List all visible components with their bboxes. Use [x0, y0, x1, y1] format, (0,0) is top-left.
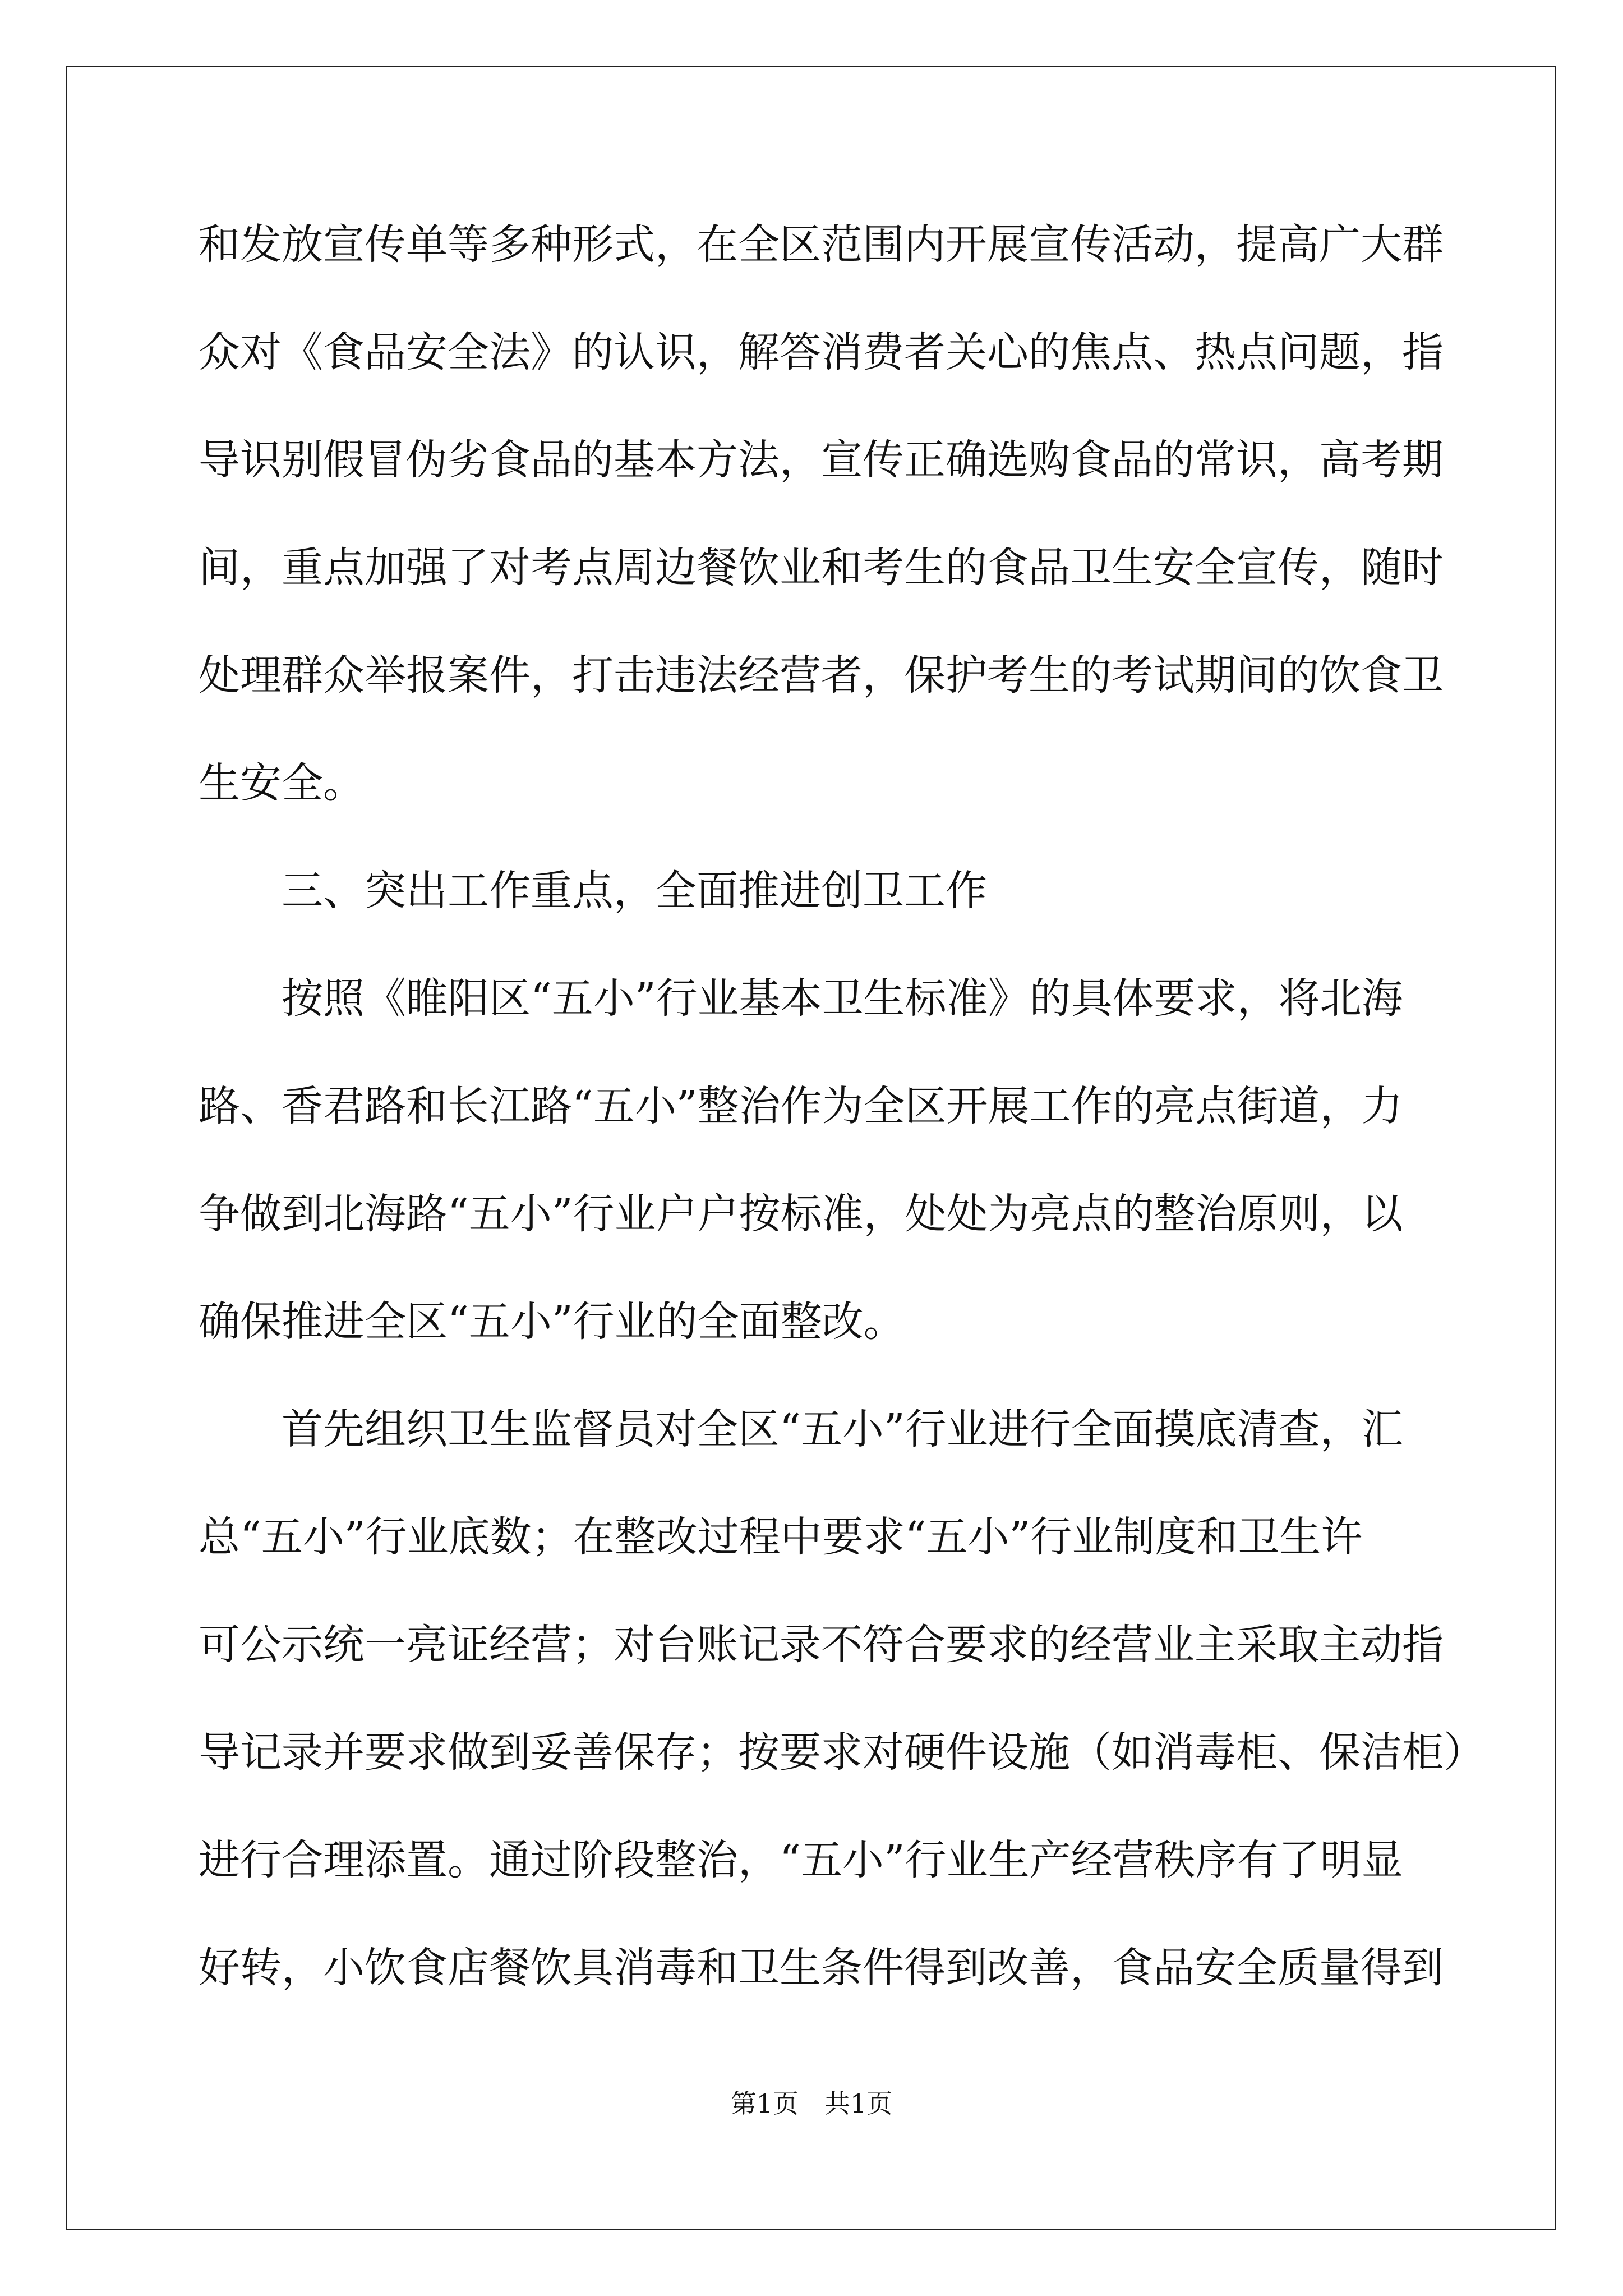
text-line: 生安全。: [199, 759, 365, 807]
text-line: 路、香君路和长江路“五小”整治作为全区开展工作的亮点街道，力: [199, 1082, 1403, 1130]
text-line: 好转，小饮食店餐饮具消毒和卫生条件得到改善，食品安全质量得到: [199, 1944, 1444, 1992]
text-line: 和发放宣传单等多种形式，在全区范围内开展宣传活动，提高广大群: [199, 220, 1444, 269]
text-line: 导记录并要求做到妥善保存；按要求对硬件设施（如消毒柜、保洁柜）: [199, 1728, 1485, 1777]
text-line: 可公示统一亮证经营；对台账记录不符合要求的经营业主采取主动指: [199, 1621, 1444, 1669]
text-line: 众对《食品安全法》的认识，解答消费者关心的焦点、热点问题，指: [199, 328, 1444, 376]
page-number-footer: 第1页 共1页: [730, 2088, 893, 2119]
text-line: 按照《睢阳区“五小”行业基本卫生标准》的具体要求，将北海: [282, 974, 1403, 1023]
text-line: 总“五小”行业底数；在整改过程中要求“五小”行业制度和卫生许: [199, 1513, 1363, 1561]
section-heading: 三、突出工作重点，全面推进创卫工作: [282, 867, 987, 915]
text-line: 进行合理添置。通过阶段整治，“五小”行业生产经营秩序有了明显: [199, 1836, 1403, 1884]
text-line: 导识别假冒伪劣食品的基本方法，宣传正确选购食品的常识，高考期: [199, 436, 1444, 484]
text-line: 首先组织卫生监督员对全区“五小”行业进行全面摸底清查，汇: [282, 1405, 1403, 1453]
page-border: [66, 66, 1556, 2230]
text-line: 间，重点加强了对考点周边餐饮业和考生的食品卫生安全宣传，随时: [199, 544, 1444, 592]
text-line: 争做到北海路“五小”行业户户按标准，处处为亮点的整治原则，以: [199, 1190, 1403, 1238]
text-line: 确保推进全区“五小”行业的全面整改。: [199, 1297, 905, 1346]
text-line: 处理群众举报案件，打击违法经营者，保护考生的考试期间的饮食卫: [199, 651, 1444, 700]
